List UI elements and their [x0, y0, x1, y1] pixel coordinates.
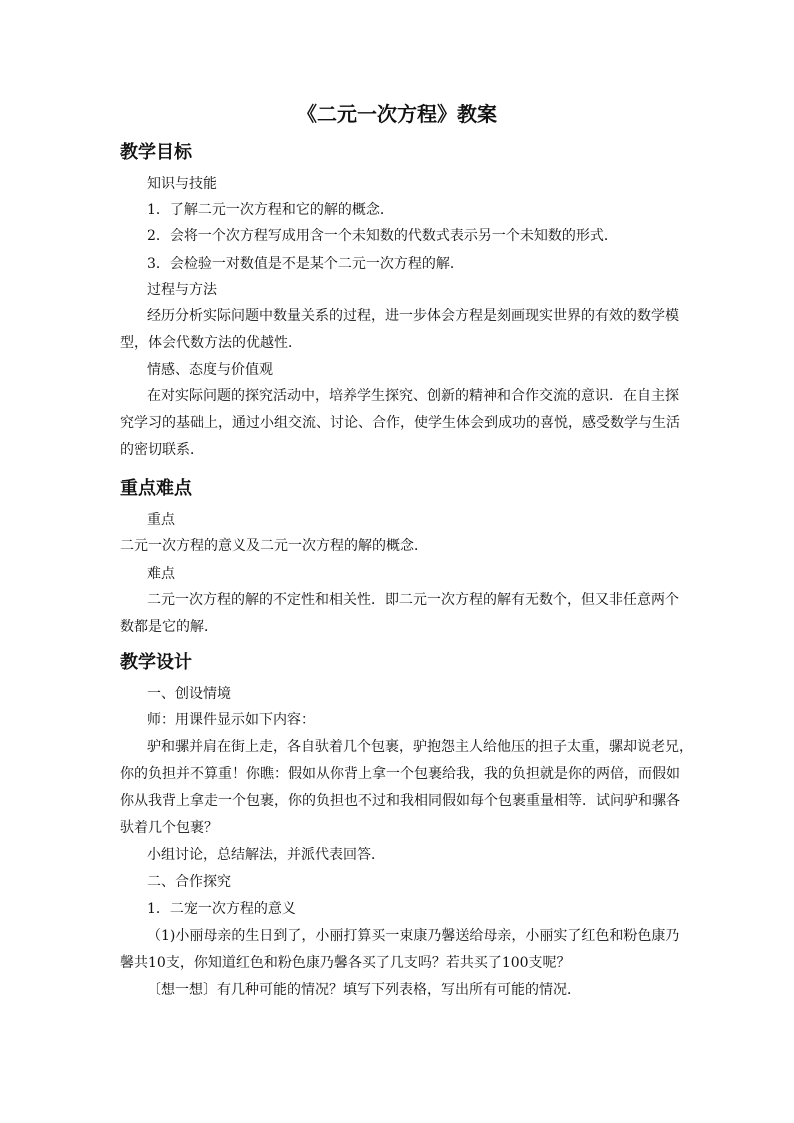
story-line: 你的负担并不算重！你瞧：假如从你背上拿一个包裹给我，我的负担就是你的两倍，而假如: [120, 766, 680, 782]
process-label: 过程与方法: [147, 282, 217, 298]
story-line: 你从我背上拿走一个包裹，你的负担也不过和我相同假如每个包裹重量相等．试问驴和骡各: [120, 793, 680, 809]
problem-line: 馨共10支，你知道红色和粉色康乃馨各买了几支吗？若共买了100支呢？: [120, 955, 571, 971]
emotion-line: 在对实际问题的探究活动中，培养学生探究、创新的精神和合作交流的意识．在自主探: [147, 388, 679, 404]
emotion-label: 情感、态度与价值观: [147, 362, 273, 378]
sub1-label: 1．二宠一次方程的意义: [147, 901, 296, 917]
key-text: 二元一次方程的意义及二元一次方程的解的概念．: [120, 538, 428, 554]
emotion-line: 究学习的基础上，通过小组交流、讨论、合作，使学生体会到成功的喜悦，感受数学与生活: [120, 415, 680, 431]
part1-label: 一、创设情境: [147, 686, 231, 702]
story-line: 驴和骡并肩在街上走，各自驮着几个包裹，驴抱怨主人给他压的担子太重，骡却说老兄，: [147, 739, 693, 755]
knowledge-item: 3．会检验一对数值是不是某个二元一次方程的解．: [147, 256, 464, 272]
knowledge-item: 2．会将一个次方程写成用含一个未知数的代数式表示另一个未知数的形式．: [147, 228, 618, 244]
group-line: 小组讨论，总结解法，并派代表回答．: [147, 847, 385, 863]
emotion-line: 的密切联系．: [120, 442, 204, 458]
document-title: 《二元一次方程》教案: [297, 102, 497, 126]
process-line: 型，体会代数方法的优越性．: [120, 335, 302, 351]
key-label: 重点: [147, 512, 175, 528]
knowledge-label: 知识与技能: [147, 176, 217, 192]
difficulty-line: 二元一次方程的解的不定性和相关性．即二元一次方程的解有无数个，但又非任意两个: [147, 592, 679, 608]
problem-line: （1)小丽母亲的生日到了，小丽打算买一束康乃馨送给母亲，小丽实了红色和粉色康乃: [147, 928, 680, 944]
think-line: 〔想一想〕有几种可能的情况？填写下列表格，写出所有可能的情况．: [147, 982, 581, 998]
section-heading-keypoints: 重点难点: [120, 478, 192, 499]
knowledge-item: 1．了解二元一次方程和它的解的概念．: [147, 202, 394, 218]
part2-label: 二、合作探究: [147, 874, 231, 890]
section-heading-design: 教学设计: [120, 652, 192, 673]
process-line: 经历分析实际问题中数量关系的过程，进一步体会方程是刻画现实世界的有效的数学模: [147, 308, 679, 324]
story-line: 驮着几个包裹？: [120, 820, 218, 836]
difficulty-line: 数都是它的解．: [120, 619, 218, 635]
section-heading-goals: 教学目标: [120, 142, 192, 163]
teacher-line: 师：用课件显示如下内容：: [147, 712, 315, 728]
difficulty-label: 难点: [147, 566, 175, 582]
